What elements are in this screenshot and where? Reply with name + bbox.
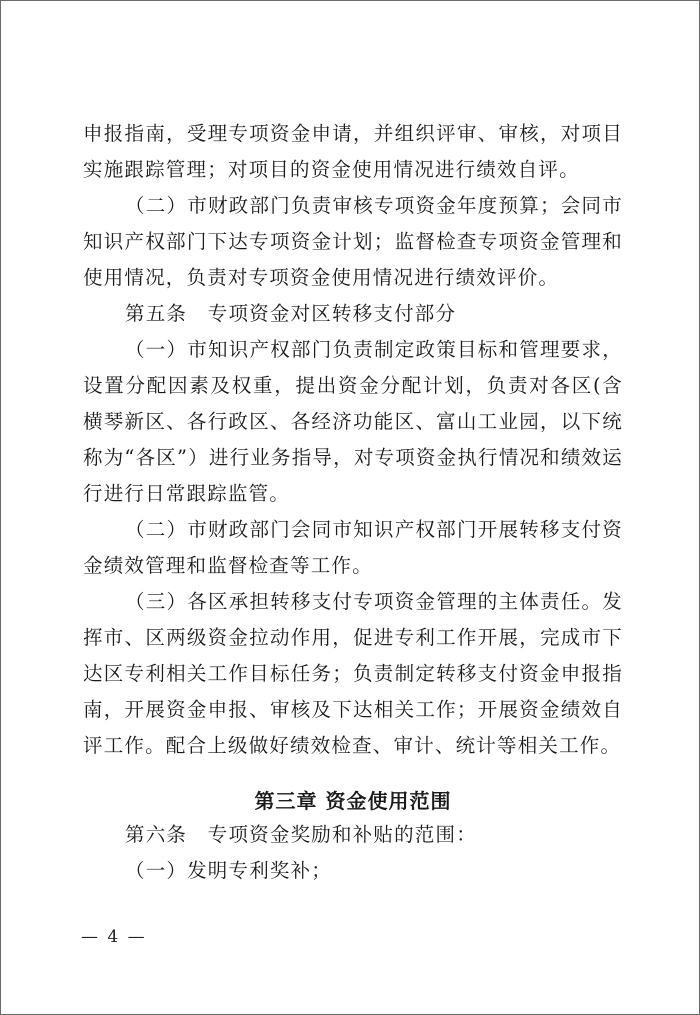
article-five-heading: 第五条 专项资金对区转移支付部分: [125, 302, 457, 325]
article-six-heading: 第六条 专项资金奖励和补贴的范围：: [125, 823, 477, 846]
chapter-title: 第三章 资金使用范围: [254, 789, 452, 813]
paragraph-district-duties: （三）各区承担转移支付专项资金管理的主体责任。发挥市、区两级资金拉动作用，促进专利工作开展，完成市下达区专利相关工作目标任务；负责制定转移支付资金申报指南，开展资金申报、审核及下达相关工作；开展资金绩效自评工作。配合上级做好绩效检查、审计、统计等相关工作。: [83, 590, 623, 757]
paragraph-continuation: 申报指南，受理专项资金申请，并组织评审、审核，对项目实施跟踪管理；对项目的资金使用情况进行绩效自评。: [83, 122, 623, 181]
page-number: — 4 —: [81, 927, 147, 947]
paragraph-finance-duties: （二）市财政部门负责审核专项资金年度预算；会同市知识产权部门下达专项资金计划；监督检查专项资金管理和使用情况，负责对专项资金使用情况进行绩效评价。: [83, 194, 623, 289]
paragraph-finance-transfer: （二）市财政部门会同市知识产权部门开展转移支付资金绩效管理和监督检查等工作。: [83, 518, 623, 577]
list-item-invention-patent: （一）发明专利奖补；: [125, 859, 333, 882]
paragraph-ip-dept-duties: （一）市知识产权部门负责制定政策目标和管理要求，设置分配因素及权重，提出资金分配计划，负责对各区(含横琴新区、各行政区、各经济功能区、富山工业园，以下统称为“各区”）进行业务指导，对专项资金执行情况和绩效运行进行日常跟踪监管。: [83, 338, 623, 505]
